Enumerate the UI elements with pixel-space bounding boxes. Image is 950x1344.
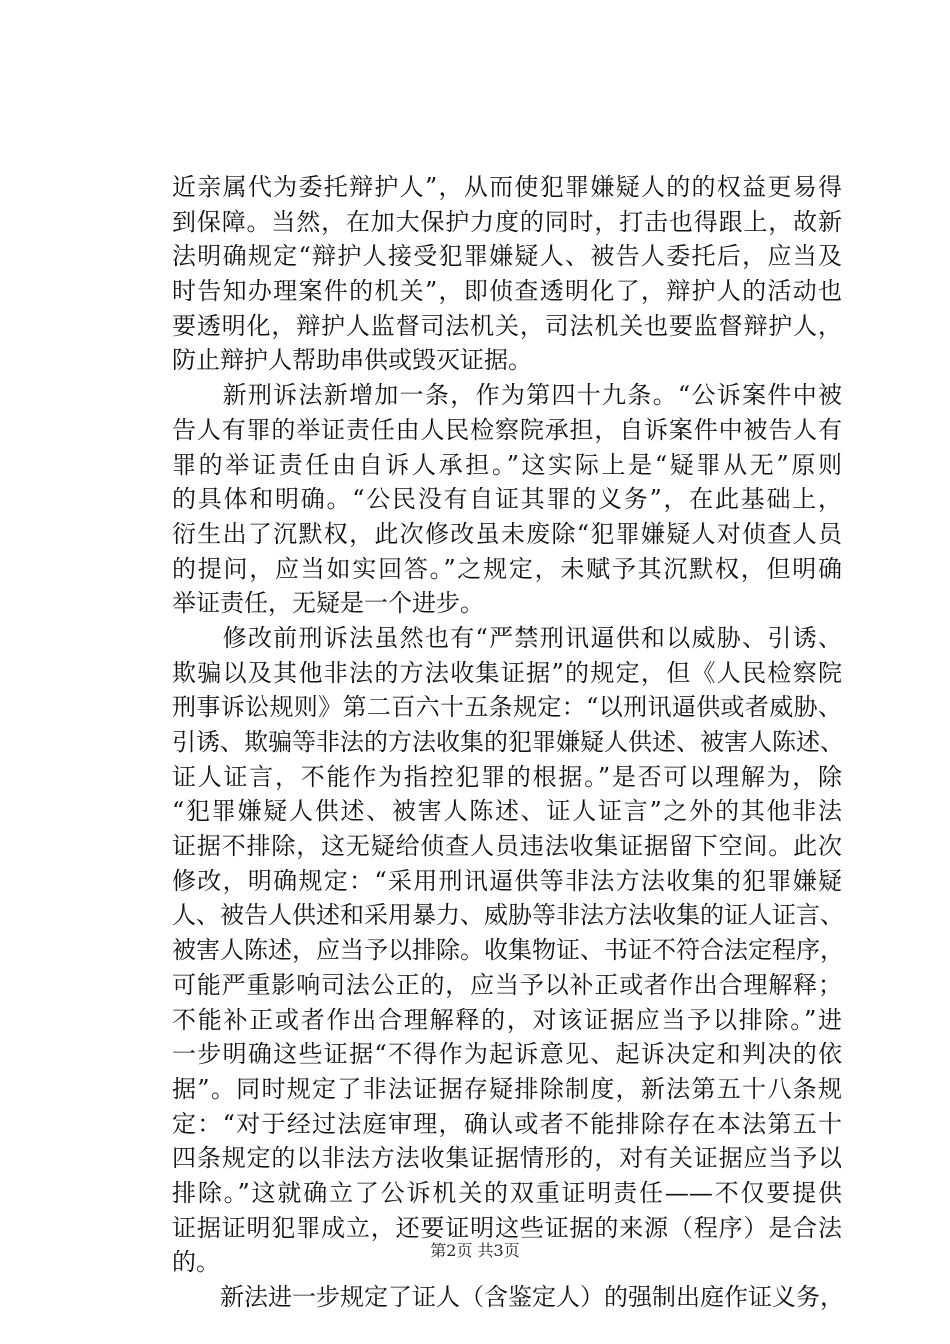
text-line: 防止辩护人帮助串供或毁灭证据。 [172,346,532,375]
text-line: 时告知办理案件的机关”，即侦查透明化了，辩护人的活动也 [172,277,842,306]
body-text [172,170,842,1315]
text-line: 证人证言，不能作为指控犯罪的根据。”是否可以理解为，除 [172,762,842,791]
page-footer: 第2页 共3页 [430,1241,520,1260]
text-line: “犯罪嫌疑人供述、被害人陈述、证人证言”之外的其他非法 [172,797,842,826]
text-line: 近亲属代为委托辩护人”，从而使犯罪嫌疑人的的权益更易得 [172,173,842,201]
text-line: 衍生出了沉默权，此次修改虽未废除“犯罪嫌疑人对侦查人员 [172,519,842,548]
text-line: 定：“对于经过法庭审理，确认或者不能排除存在本法第五十 [172,1109,842,1138]
text-line: 四条规定的以非法方法收集证据情形的，对有关证据应当予以 [172,1144,842,1173]
text-line: 欺骗以及其他非法的方法收集证据”的规定，但《人民检察院 [172,658,842,687]
text-line: 的。 [172,1248,220,1277]
text-line: 到保障。当然，在加大保护力度的同时，打击也得跟上，故新 [172,207,842,236]
text-line: 一步明确这些证据“不得作为起诉意见、起诉决定和判决的依 [172,1040,842,1069]
text-line: 修改前刑诉法虽然也有“严禁刑讯逼供和以威胁、引诱、 [172,623,842,652]
text-line: 修改，明确规定：“采用刑讯逼供等非法方法收集的犯罪嫌疑 [172,866,842,895]
text-line: 引诱、欺骗等非法的方法收集的犯罪嫌疑人供述、被害人陈述、 [172,728,844,756]
text-line: 证据不排除，这无疑给侦查人员违法收集证据留下空间。此次 [172,832,842,861]
text-line: 排除。”这就确立了公诉机关的双重证明责任——不仅要提供 [172,1178,842,1207]
text-line: 被害人陈述，应当予以排除。收集物证、书证不符合法定程序， [172,936,844,965]
text-line: 要透明化，辩护人监督司法机关，司法机关也要监督辩护人， [172,311,842,340]
text-line: 刑事诉讼规则》第二百六十五条规定：“以刑讯逼供或者威胁、 [172,693,842,722]
text-line: 告人有罪的举证责任由人民检察院承担，自诉案件中被告人有 [172,415,842,444]
text-line: 证据证明犯罪成立，还要证明这些证据的来源（程序）是合法 [172,1213,842,1242]
text-line: 罪的举证责任由自诉人承担。”这实际上是“疑罪从无”原则 [172,450,842,479]
text-line: 的具体和明确。“公民没有自证其罪的义务”，在此基础上， [172,485,842,514]
text-line: 可能严重影响司法公正的，应当予以补正或者作出合理解释； [172,970,842,999]
text-line: 新法进一步规定了证人（含鉴定人）的强制出庭作证义务， [172,1283,844,1311]
text-line: 法明确规定“辩护人接受犯罪嫌疑人、被告人委托后，应当及 [172,242,842,271]
text-line: 举证责任，无疑是一个进步。 [172,589,484,618]
text-line: 不能补正或者作出合理解释的，对该证据应当予以排除。”进 [172,1005,842,1034]
text-line: 人、被告人供述和采用暴力、威胁等非法方法收集的证人证言、 [172,901,844,930]
text-line: 据”。同时规定了非法证据存疑排除制度，新法第五十八条规 [172,1074,842,1103]
text-line: 新刑诉法新增加一条，作为第四十九条。“公诉案件中被 [172,381,842,410]
text-line: 的提问，应当如实回答。”之规定，未赋予其沉默权，但明确 [172,554,842,583]
